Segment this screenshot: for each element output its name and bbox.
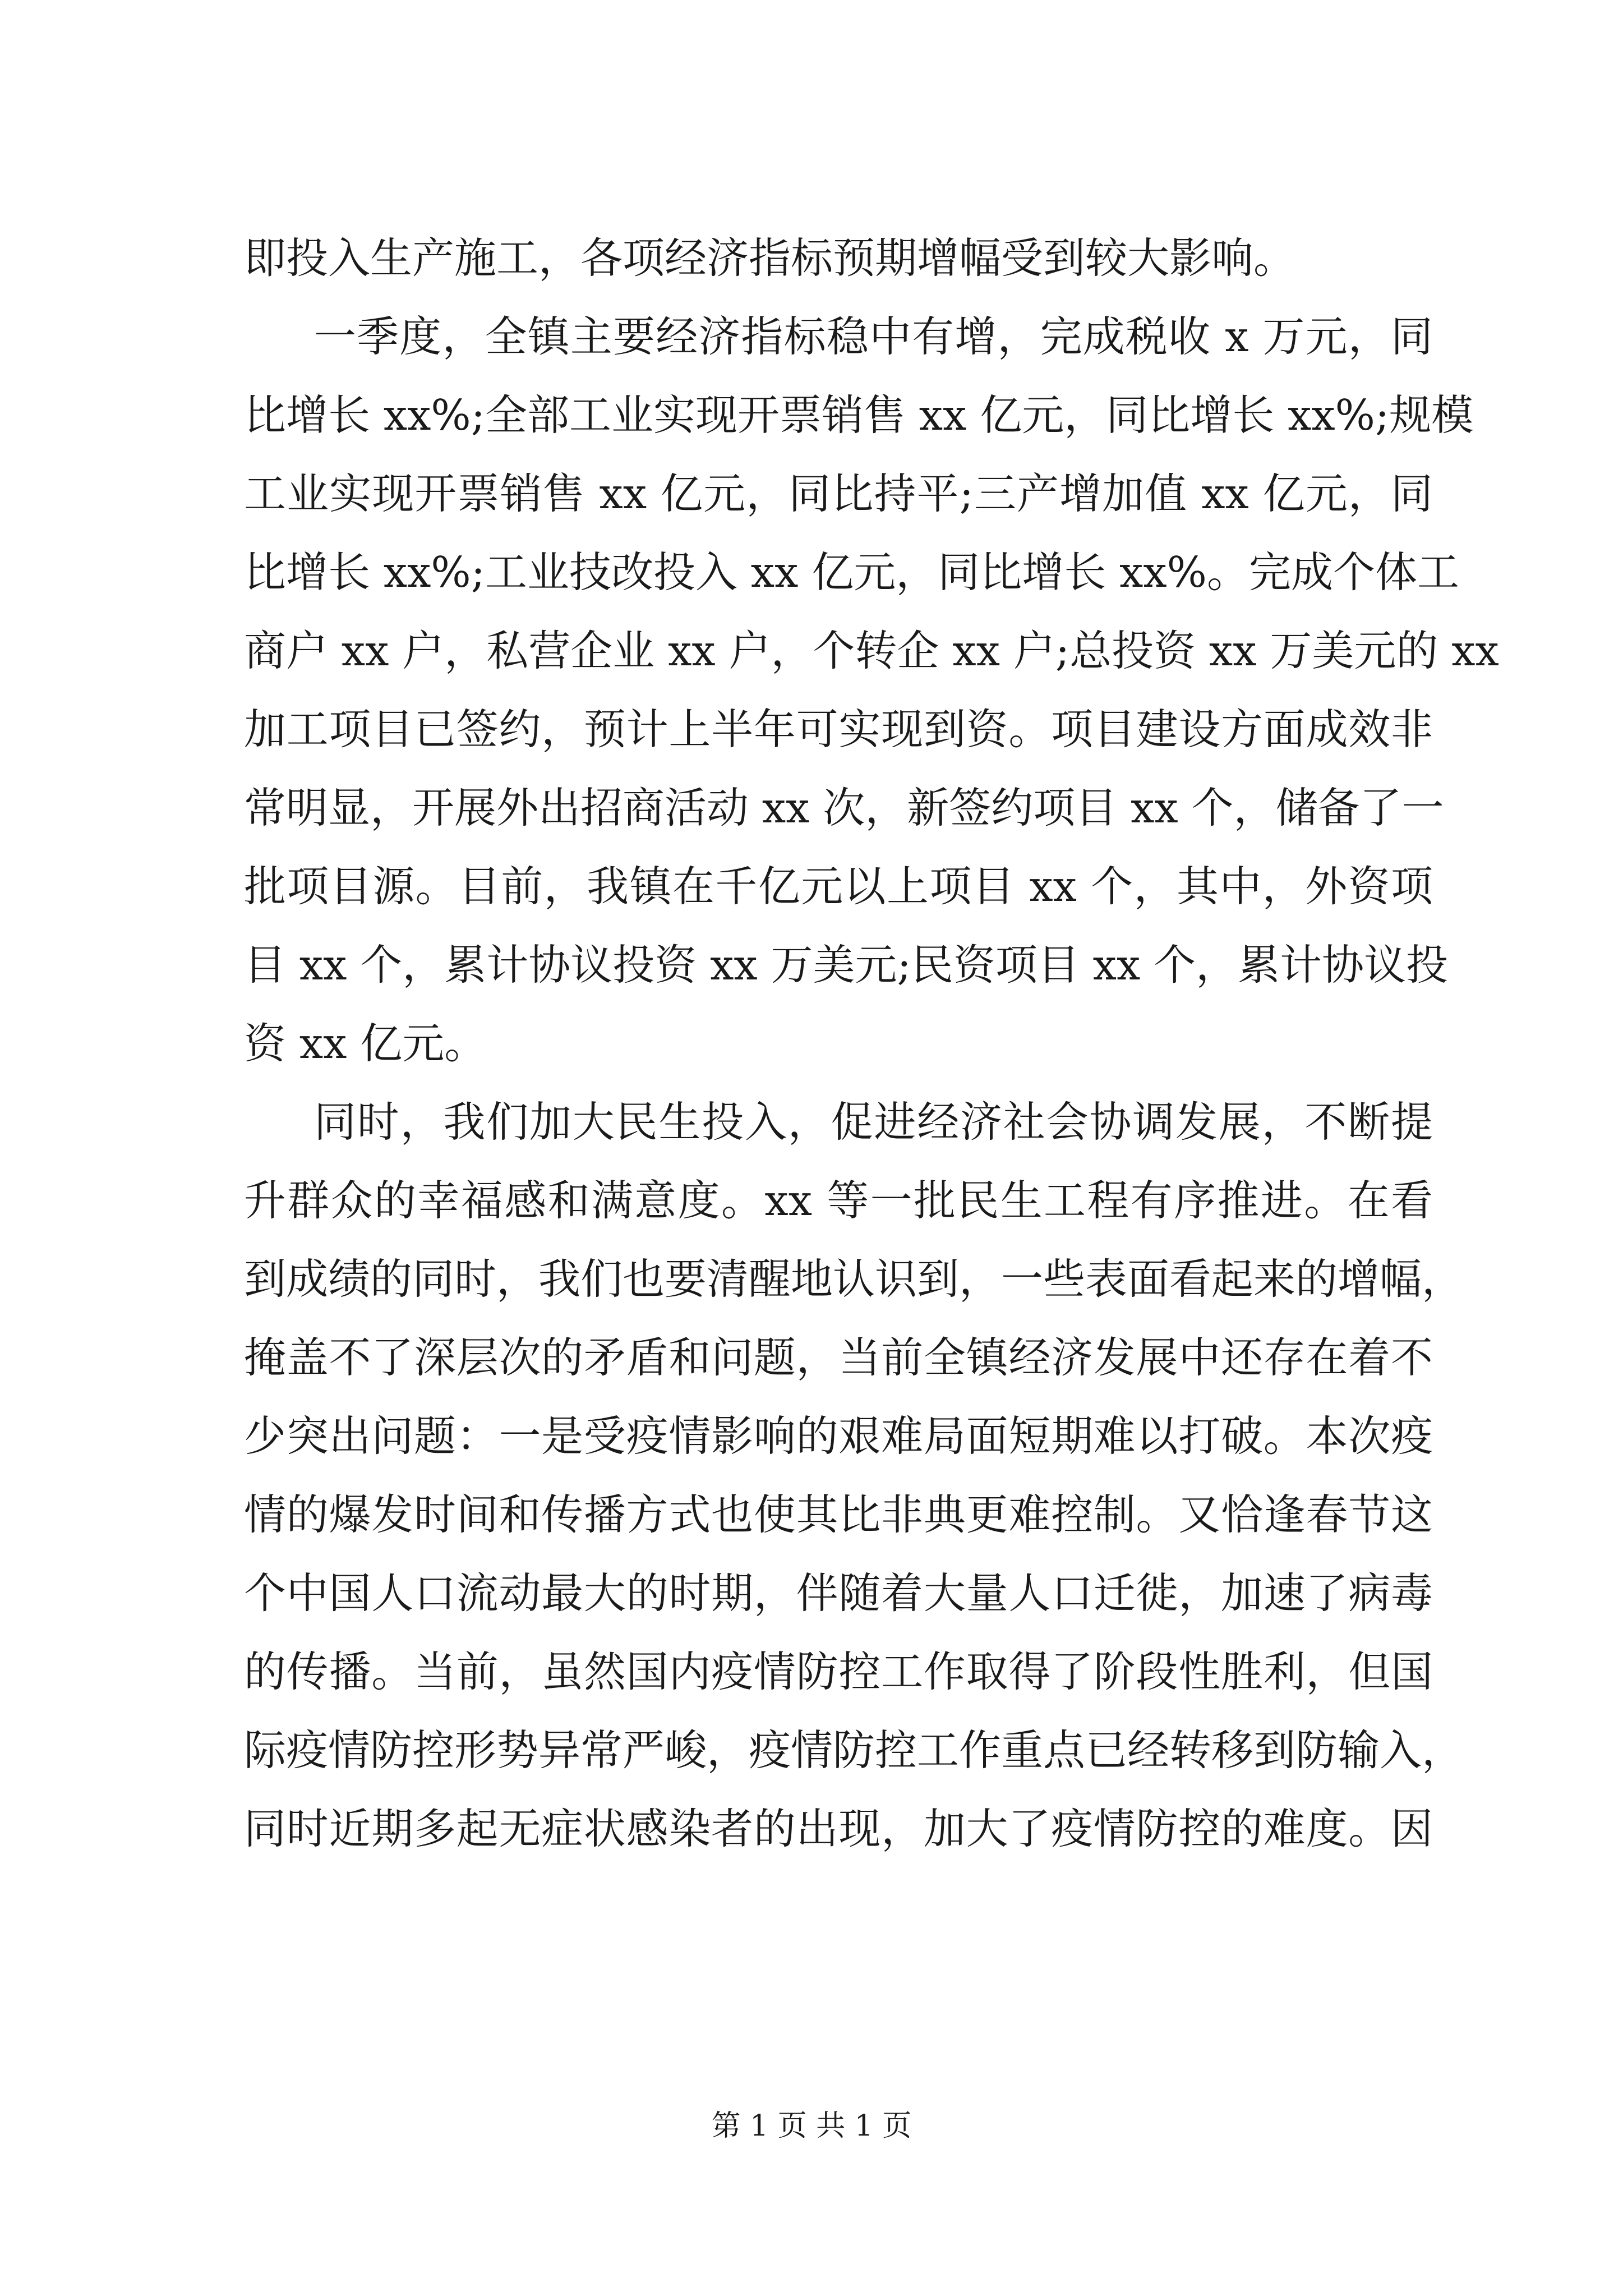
text-line: 的传播。当前，虽然国内疫情防控工作取得了阶段性胜利，但国 [244,1647,1433,1696]
text-line: 工业实现开票销售 xx 亿元，同比持平;三产增加值 xx 亿元，同 [244,469,1433,518]
text-line: 掩盖不了深层次的矛盾和问题，当前全镇经济发展中还存在着不 [244,1333,1433,1382]
paragraph-first-line: 一季度，全镇主要经济指标稳中有增，完成税收 x 万元，同 [314,312,1433,361]
paragraph-first-line: 同时，我们加大民生投入，促进经济社会协调发展，不断提 [314,1097,1433,1147]
text-line: 同时近期多起无症状感染者的出现，加大了疫情防控的难度。因 [244,1804,1433,1853]
text-line: 情的爆发时间和传播方式也使其比非典更难控制。又恰逢春节这 [244,1490,1433,1539]
text-line: 个中国人口流动最大的时期，伴随着大量人口迁徙，加速了病毒 [244,1568,1433,1618]
text-line: 升群众的幸福感和满意度。xx 等一批民生工程有序推进。在看 [244,1176,1433,1225]
text-line: 少突出问题：一是受疫情影响的艰难局面短期难以打破。本次疫 [244,1411,1433,1461]
text-line: 商户 xx 户，私营企业 xx 户，个转企 xx 户;总投资 xx 万美元的 xx [244,626,1499,675]
text-line: 比增长 xx%;全部工业实现开票销售 xx 亿元，同比增长 xx%;规模 [244,390,1474,440]
page-footer: 第 1 页 共 1 页 [711,2109,912,2143]
text-line: 批项目源。目前，我镇在千亿元以上项目 xx 个，其中，外资项 [244,862,1433,911]
text-line: 常明显，开展外出招商活动 xx 次，新签约项目 xx 个，储备了一 [244,783,1444,832]
text-line: 加工项目已签约，预计上半年可实现到资。项目建设方面成效非 [244,705,1433,754]
text-line: 资 xx 亿元。 [244,1019,487,1068]
text-line: 目 xx 个，累计协议投资 xx 万美元;民资项目 xx 个，累计协议投 [244,940,1449,990]
text-line: 到成绩的同时，我们也要清醒地认识到，一些表面看起来的增幅， [244,1254,1464,1304]
text-line: 比增长 xx%;工业技改投入 xx 亿元，同比增长 xx%。完成个体工 [244,547,1459,597]
text-line: 际疫情防控形势异常严峻，疫情防控工作重点已经转移到防输入， [244,1726,1464,1775]
text-line: 即投入生产施工，各项经济指标预期增幅受到较大影响。 [244,233,1296,283]
